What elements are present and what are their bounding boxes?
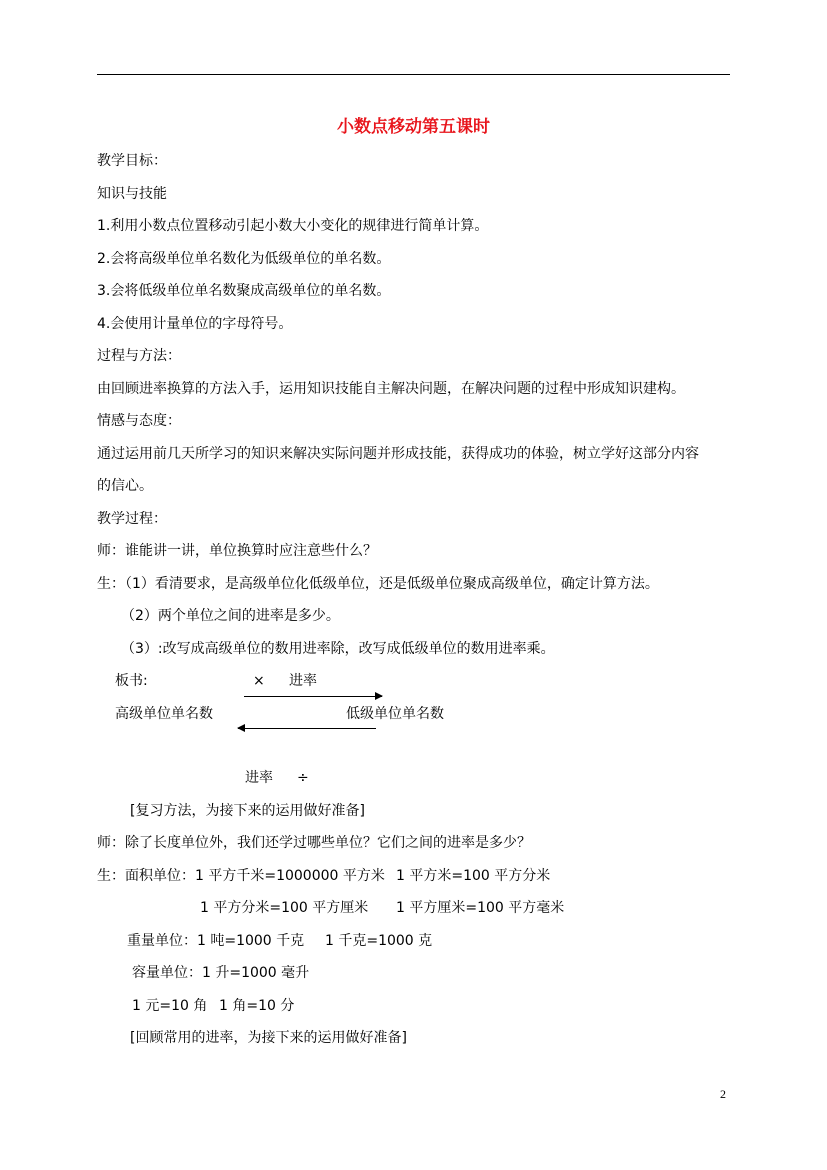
attitude-text-line1: 通过运用前几天所学习的知识来解决实际问题并形成技能，获得成功的体验，树立学好这部分内容: [97, 446, 699, 462]
multiply-sign: ×: [253, 673, 265, 689]
subheading-knowledge: 知识与技能: [97, 186, 167, 202]
student-answer-2: （2）两个单位之间的进率是多少。: [121, 608, 340, 624]
high-unit-label: 高级单位单名数: [115, 706, 213, 722]
board-label: 板书:: [115, 673, 148, 689]
student-answer-3: （3）:改写成高级单位的数用进率除，改写成低级单位的数用进率乘。: [121, 641, 555, 657]
bracket-note-1: [复习方法，为接下来的运用做好准备]: [130, 803, 365, 819]
process-text: 由回顾进率换算的方法入手，运用知识技能自主解决问题，在解决问题的过程中形成知识建构。: [97, 381, 685, 397]
volume-units: 容量单位：1 升=1000 毫升: [132, 965, 310, 981]
teacher-question-1: 师：谁能讲一讲，单位换算时应注意些什么？: [97, 543, 377, 559]
area-units-4: 1 平方厘米=100 平方毫米: [396, 900, 565, 916]
objective-item-3: 3.会将低级单位单名数聚成高级单位的单名数。: [97, 283, 391, 299]
student-answer-1: 生：（1）看清要求，是高级单位化低级单位，还是低级单位聚成高级单位，确定计算方法。: [97, 576, 659, 592]
teacher-question-2: 师：除了长度单位外，我们还学过哪些单位？它们之间的进率是多少？: [97, 835, 531, 851]
objective-item-4: 4.会使用计量单位的字母符号。: [97, 316, 293, 332]
attitude-text-line2: 的信心。: [97, 478, 153, 494]
bracket-note-2: [回顾常用的进率，为接下来的运用做好准备]: [130, 1030, 407, 1046]
subheading-process: 过程与方法：: [97, 348, 181, 364]
area-units-3: 1 平方分米=100 平方厘米: [200, 900, 369, 916]
area-units-2: 1 平方米=100 平方分米: [396, 868, 551, 884]
rate-label-top: 进率: [289, 673, 317, 689]
money-units-2: 1 角=10 分: [219, 998, 295, 1014]
page-number: 2: [720, 1087, 726, 1101]
section-heading-objectives: 教学目标：: [97, 153, 167, 169]
money-units-1: 1 元=10 角: [132, 998, 208, 1014]
right-arrow: [244, 696, 382, 697]
weight-units-1: 重量单位：1 吨=1000 千克: [127, 933, 305, 949]
weight-units-2: 1 千克=1000 克: [325, 933, 433, 949]
document-title: 小数点移动第五课时: [337, 117, 490, 137]
subheading-attitude: 情感与态度：: [97, 413, 181, 429]
objective-item-2: 2.会将高级单位单名数化为低级单位的单名数。: [97, 251, 391, 267]
objective-item-1: 1.利用小数点位置移动引起小数大小变化的规律进行简单计算。: [97, 218, 489, 234]
header-rule: [97, 74, 730, 75]
rate-label-bottom: 进率: [245, 770, 273, 786]
divide-sign: ÷: [297, 770, 309, 786]
area-units-1: 生：面积单位：1 平方千米=1000000 平方米: [97, 868, 385, 884]
left-arrow: [238, 728, 376, 729]
section-heading-process: 教学过程：: [97, 511, 167, 527]
low-unit-label: 低级单位单名数: [346, 706, 444, 722]
